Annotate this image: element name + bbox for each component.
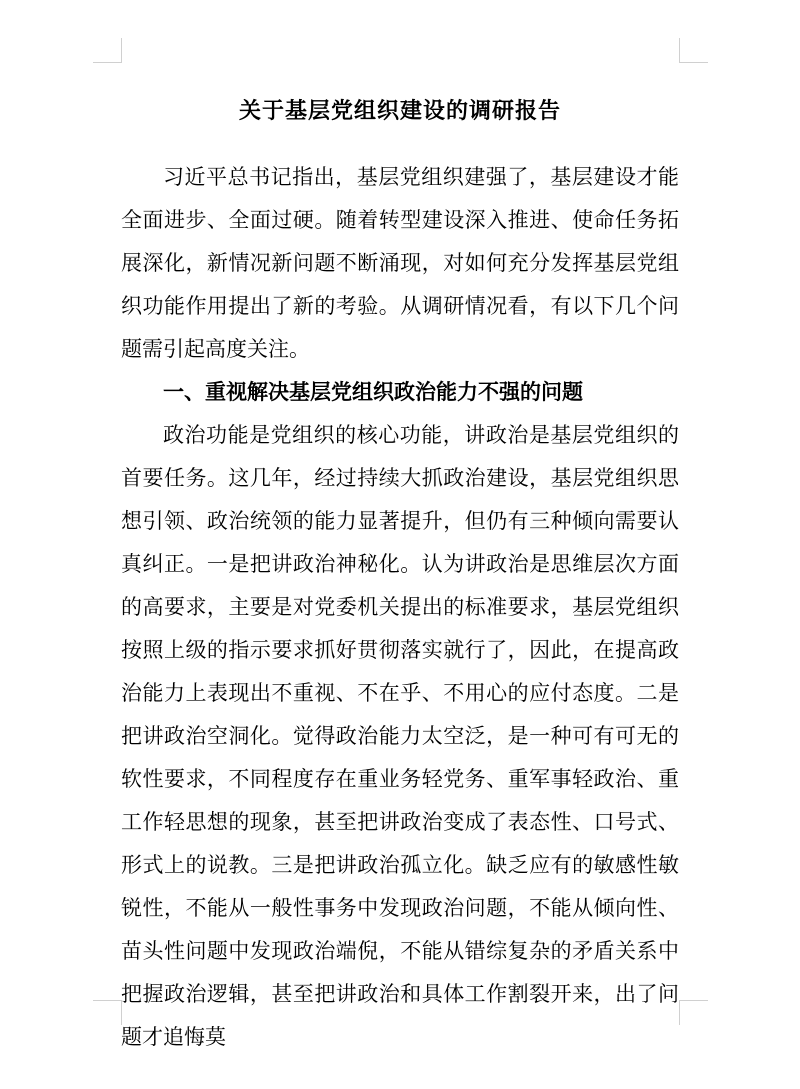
paragraph-intro: 习近平总书记指出，基层党组织建强了，基层建设才能全面进步、全面过硬。随着转型建设深入推进、使命任务拓展深化，新情况新问题不断涌现，对如何充分发挥基层党组织功能作用提出了新的考验。从调研情况看，有以下几个问题需引起高度关注。 [121,165,679,361]
paragraph-section-1: 政治功能是党组织的核心功能，讲政治是基层党组织的首要任务。这几年，经过持续大抓政治建设，基层党组织思想引领、政治统领的能力显著提升，但仍有三种倾向需要认真纠正。一是把讲政治神秘化。认为讲政治是思维层次方面的高要求，主要是对党委机关提出的标准要求，基层党组织按照上级的指示要求抓好贯彻落实就行了，因此，在提高政治能力上表现出不重视、不在乎、不用心的应付态度。二是把讲政治空洞化。觉得政治能力太空泛，是一种可有可无的软性要求，不同程度存在重业务轻党务、重军事轻政治、重工作轻思想的现象，甚至把讲政治变成了表态性、口号式、形式上的说教。三是把讲政治孤立化。缺乏应有的敏感性敏锐性，不能从一般性事务中发现政治问题，不能从倾向性、苗头性问题中发现政治端倪，不能从错综复杂的矛盾关系中把握政治逻辑，甚至把讲政治和具体工作割裂开来，出了问题才追悔莫 [121,423,679,1049]
margin-crop-mark-bottom-right [679,1000,708,1025]
page-content [121,62,679,1059]
document-title: 关于基层党组织建设的调研报告 [238,99,561,124]
margin-crop-mark-top-left [93,38,122,63]
margin-crop-mark-top-right [679,38,708,63]
margin-crop-mark-bottom-left [93,1000,122,1025]
section-heading-1: 一、重视解决基层党组织政治能力不强的问题 [163,380,583,404]
